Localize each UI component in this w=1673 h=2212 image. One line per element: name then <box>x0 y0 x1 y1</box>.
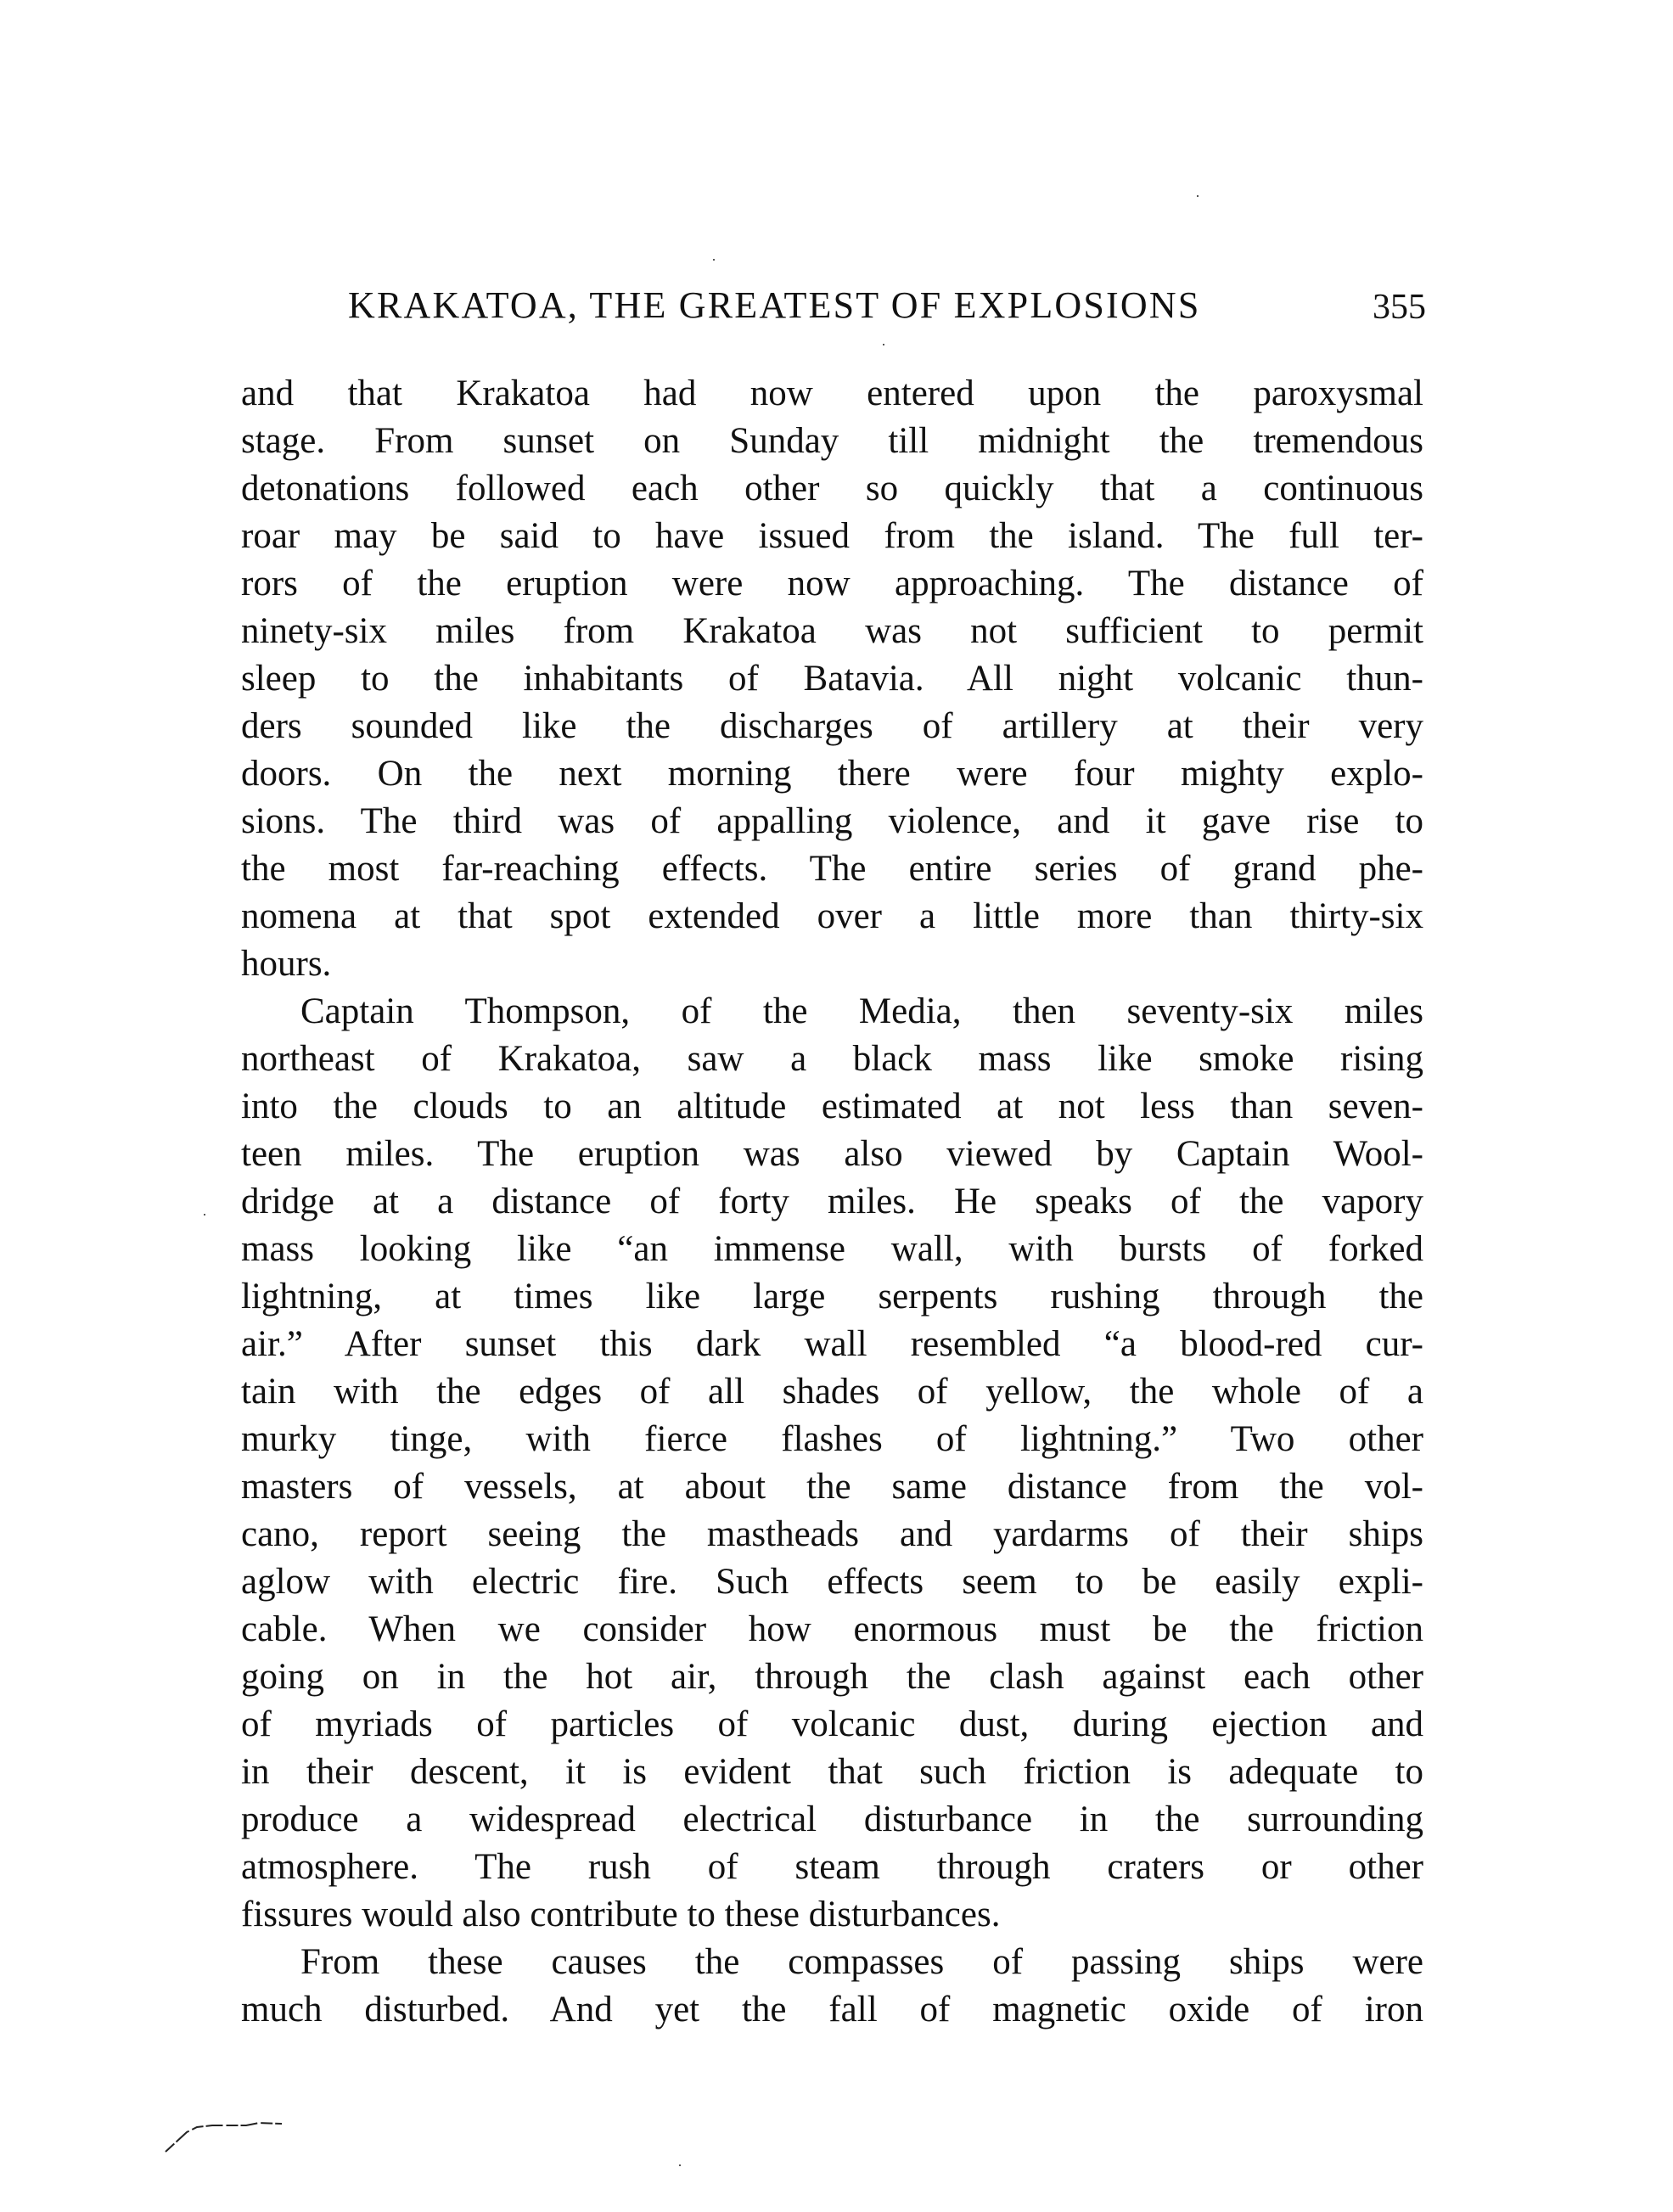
text-line: murky tinge, with fierce flashes of lightning.” Two other <box>241 1419 1423 1459</box>
scan-speck <box>713 259 715 261</box>
scan-speck <box>679 2164 681 2166</box>
text-line: masters of vessels, at about the same distance from the vol- <box>241 1467 1423 1507</box>
page-number: 355 <box>1373 288 1426 327</box>
text-line: ninety-six miles from Krakatoa was not sufficient to permit <box>241 611 1423 651</box>
scan-speck <box>1197 195 1199 197</box>
text-line: nomena at that spot extended over a little more than thirty-six <box>241 896 1423 936</box>
text-line: stage. From sunset on Sunday till midnight the tremendous <box>241 421 1423 461</box>
text-line: fissures would also contribute to these disturbances. <box>241 1895 1001 1934</box>
text-line: ders sounded like the discharges of artillery at their very <box>241 706 1423 746</box>
scan-speck <box>204 1214 205 1215</box>
text-line: and that Krakatoa had now entered upon the paroxysmal <box>241 373 1423 413</box>
text-line: doors. On the next morning there were four mighty explo- <box>241 754 1423 794</box>
text-line: produce a widespread electrical disturbance in the surrounding <box>241 1799 1423 1839</box>
body-text <box>241 370 1423 2034</box>
text-line: in their descent, it is evident that such friction is adequate to <box>241 1752 1423 1792</box>
text-line: the most far-reaching effects. The entire series of grand phe- <box>241 849 1423 889</box>
text-line: detonations followed each other so quickly that a continuous <box>241 469 1423 508</box>
text-line: tain with the edges of all shades of yellow, the whole of a <box>241 1372 1423 1412</box>
scan-speck <box>883 344 884 345</box>
text-line: lightning, at times like large serpents rushing through the <box>241 1277 1423 1317</box>
paragraph <box>241 370 1423 988</box>
chapter-title: KRAKATOA, THE GREATEST OF EXPLOSIONS <box>348 284 1201 326</box>
paragraph <box>241 1939 1423 2034</box>
text-line: Captain Thompson, of the Media, then seventy-six miles <box>300 991 1423 1031</box>
text-line: rors of the eruption were now approaching. The distance of <box>241 564 1423 604</box>
text-line: northeast of Krakatoa, saw a black mass like smoke rising <box>241 1039 1423 1079</box>
text-line: aglow with electric fire. Such effects seem to be easily expli- <box>241 1562 1423 1602</box>
text-line: sions. The third was of appalling violence, and it gave rise to <box>241 801 1423 841</box>
running-head <box>348 280 1426 331</box>
text-line: cable. When we consider how enormous must be the friction <box>241 1609 1423 1649</box>
pen-mark <box>153 2114 297 2164</box>
text-line: dridge at a distance of forty miles. He speaks of the vapory <box>241 1182 1423 1221</box>
paragraph <box>241 988 1423 1939</box>
text-line: atmosphere. The rush of steam through craters or other <box>241 1847 1423 1887</box>
text-line: From these causes the compasses of passing ships were <box>300 1942 1423 1982</box>
text-line: of myriads of particles of volcanic dust, during ejection and <box>241 1704 1423 1744</box>
text-line: into the clouds to an altitude estimated at not less than seven- <box>241 1086 1423 1126</box>
text-line: mass looking like “an immense wall, with bursts of forked <box>241 1229 1423 1269</box>
text-line: much disturbed. And yet the fall of magnetic oxide of iron <box>241 1990 1423 2030</box>
text-line: sleep to the inhabitants of Batavia. All night volcanic thun- <box>241 659 1423 699</box>
text-line: teen miles. The eruption was also viewed by Captain Wool- <box>241 1134 1423 1174</box>
text-line: cano, report seeing the mastheads and yardarms of their ships <box>241 1514 1423 1554</box>
text-line: going on in the hot air, through the clash against each other <box>241 1657 1423 1697</box>
text-line: hours. <box>241 944 332 984</box>
text-line: air.” After sunset this dark wall resembled “a blood-red cur- <box>241 1324 1423 1364</box>
text-line: roar may be said to have issued from the island. The full ter- <box>241 516 1423 556</box>
